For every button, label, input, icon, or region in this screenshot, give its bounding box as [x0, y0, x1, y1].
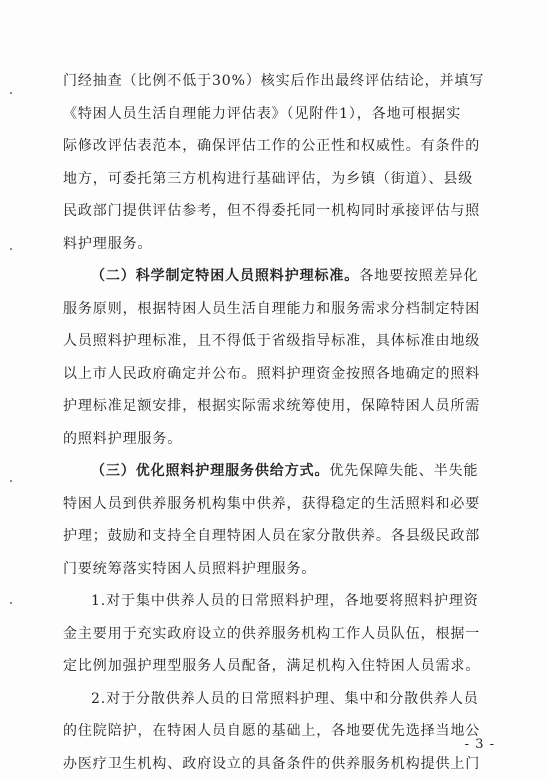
line-text: 的照料护理服务。 [63, 431, 182, 447]
text-line [63, 65, 493, 98]
line-text: 门经抽查（比例不低于30%）核实后作出最终评估结论，并填写 [63, 73, 484, 89]
text-line [63, 260, 493, 293]
line-text: 以上市人民政府确定并公布。照料护理资金按照各地确定的照料 [63, 366, 480, 382]
line-text: 门要统筹落实特困人员照料护理服务。 [63, 561, 316, 577]
section-heading: （二）科学制定特困人员照料护理标准。 [91, 268, 359, 284]
text-line [63, 520, 493, 553]
line-text: 定比例加强护理型服务人员配备，满足机构入住特困人员需求。 [63, 658, 480, 674]
line-text: 各地要按照差异化 [359, 268, 478, 284]
text-line [63, 390, 493, 423]
text-line [63, 325, 493, 358]
text-line [63, 228, 493, 261]
text-line [63, 553, 493, 586]
margin-mark [10, 92, 12, 94]
text-line [63, 293, 493, 326]
line-text: 特困人员到供养服务机构集中供养，获得稳定的生活照料和必要 [63, 496, 480, 512]
line-text: 金主要用于充实政府设立的供养服务机构工作人员队伍，根据一 [63, 626, 480, 642]
text-line [63, 683, 493, 716]
line-text: 料护理服务。 [63, 236, 152, 252]
page-number: - 3 - [465, 737, 495, 752]
text-line [63, 195, 493, 228]
text-line [63, 748, 493, 780]
text-line [63, 423, 493, 456]
text-line [63, 585, 493, 618]
text-line [63, 618, 493, 651]
line-text: 服务原则，根据特困人员生活自理能力和服务需求分档制定特困 [63, 301, 480, 317]
line-text: 2.对于分散供养人员的日常照料护理、集中和分散供养人员 [91, 691, 479, 707]
margin-mark [10, 602, 12, 604]
line-text: 1.对于集中供养人员的日常照料护理，各地要将照料护理资 [91, 593, 479, 609]
line-text: 优先保障失能、半失能 [329, 463, 478, 479]
margin-mark [10, 480, 12, 482]
line-text: 际修改评估表范本，确保评估工作的公正性和权威性。有条件的 [63, 138, 480, 154]
line-text: 的住院陪护，在特困人员自愿的基础上，各地要优先选择当地公 [63, 723, 480, 739]
text-line [63, 358, 493, 391]
line-text: 护理标准足额安排，根据实际需求统筹使用，保障特困人员所需 [63, 398, 480, 414]
line-text: 地方，可委托第三方机构进行基础评估，为乡镇（街道）、县级 [63, 171, 473, 187]
text-line [63, 455, 493, 488]
text-line [63, 650, 493, 683]
line-text: 《特困人员生活自理能力评估表》（见附件1），各地可根据实 [63, 106, 461, 122]
section-heading: （三）优化照料护理服务供给方式。 [91, 463, 329, 479]
text-line [63, 98, 493, 131]
margin-mark [10, 248, 12, 250]
line-text: 办医疗卫生机构、政府设立的具备条件的供养服务机构提供上门 [63, 756, 480, 772]
text-line [63, 130, 493, 163]
line-text: 护理；鼓励和支持全自理特困人员在家分散供养。各县级民政部 [63, 528, 480, 544]
body-text [63, 65, 493, 780]
line-text: 人员照料护理标准，且不得低于省级指导标准，具体标准由地级 [63, 333, 480, 349]
line-text: 民政部门提供评估参考，但不得委托同一机构同时承接评估与照 [63, 203, 480, 219]
text-line [63, 163, 493, 196]
text-line [63, 715, 493, 748]
text-line [63, 488, 493, 521]
